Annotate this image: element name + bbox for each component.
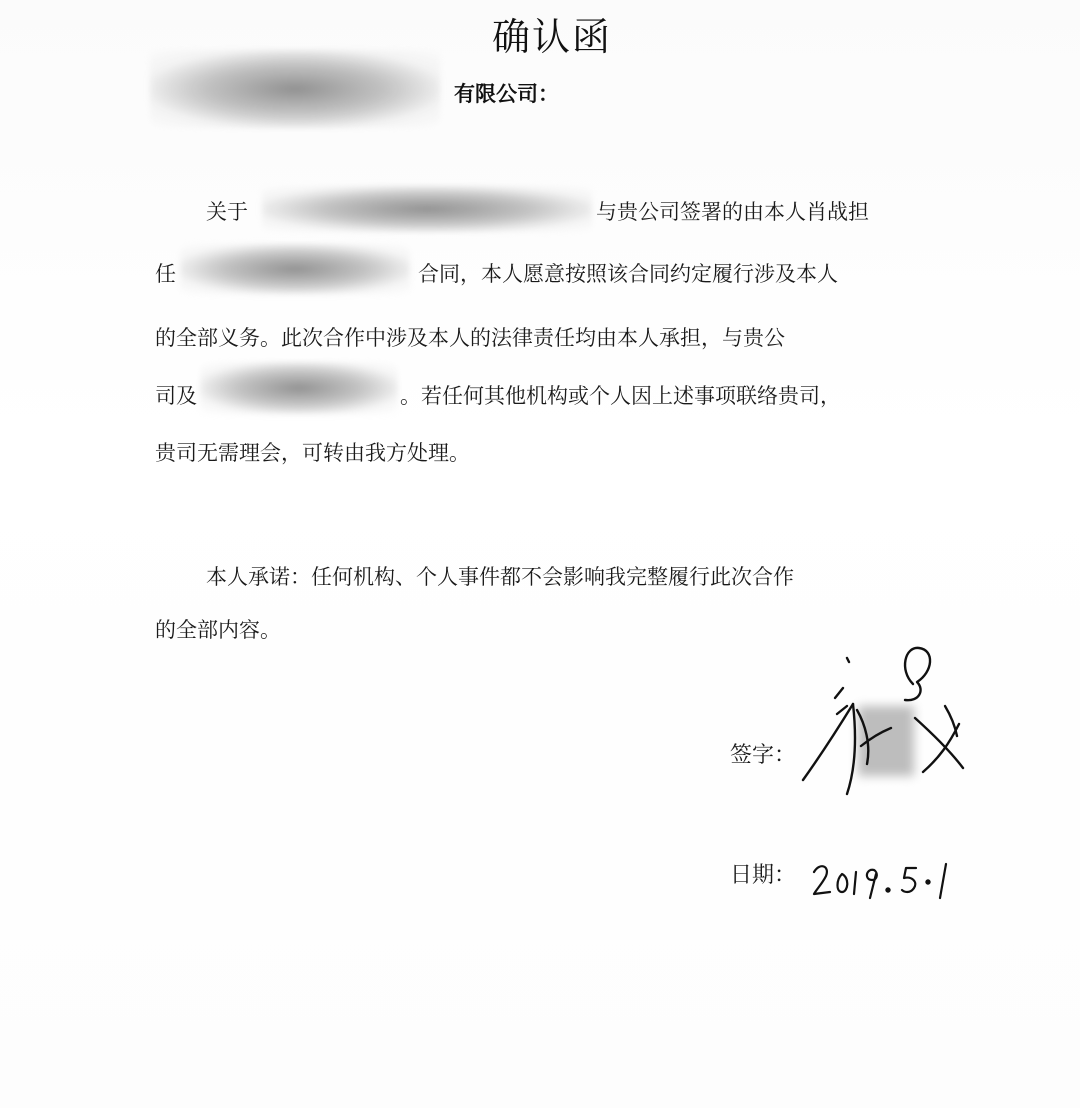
redacted-role [180, 244, 410, 294]
handwritten-signature [795, 640, 985, 800]
document-title: 确认函 [491, 15, 612, 59]
body-line-4-start: 司及 [155, 384, 197, 408]
body-line-1-start: 关于 [206, 200, 248, 224]
redacted-party [200, 362, 398, 414]
body-line-1-end: 与贵公司签署的由本人肖战担 [596, 200, 869, 224]
promise-line-1: 本人承诺：任何机构、个人事件都不会影响我完整履行此次合作 [206, 565, 794, 589]
promise-line-2: 的全部内容。 [155, 618, 281, 642]
body-line-2-start: 任 [155, 262, 176, 286]
body-line-4-end: 。若任何其他机构或个人因上述事项联络贵司， [400, 384, 841, 408]
redacted-company-name [150, 50, 440, 128]
addressee-line: 有限公司： [454, 82, 559, 106]
body-line-3: 的全部义务。此次合作中涉及本人的法律责任均由本人承担，与贵公 [155, 326, 785, 350]
date-label: 日期： [730, 863, 797, 888]
body-line-2-end: 合同，本人愿意按照该合同约定履行涉及本人 [418, 262, 838, 286]
body-line-5: 贵司无需理会，可转由我方处理。 [155, 441, 470, 465]
handwritten-date [810, 856, 960, 906]
redacted-project-name [262, 186, 592, 232]
signature-label: 签字： [730, 743, 797, 768]
